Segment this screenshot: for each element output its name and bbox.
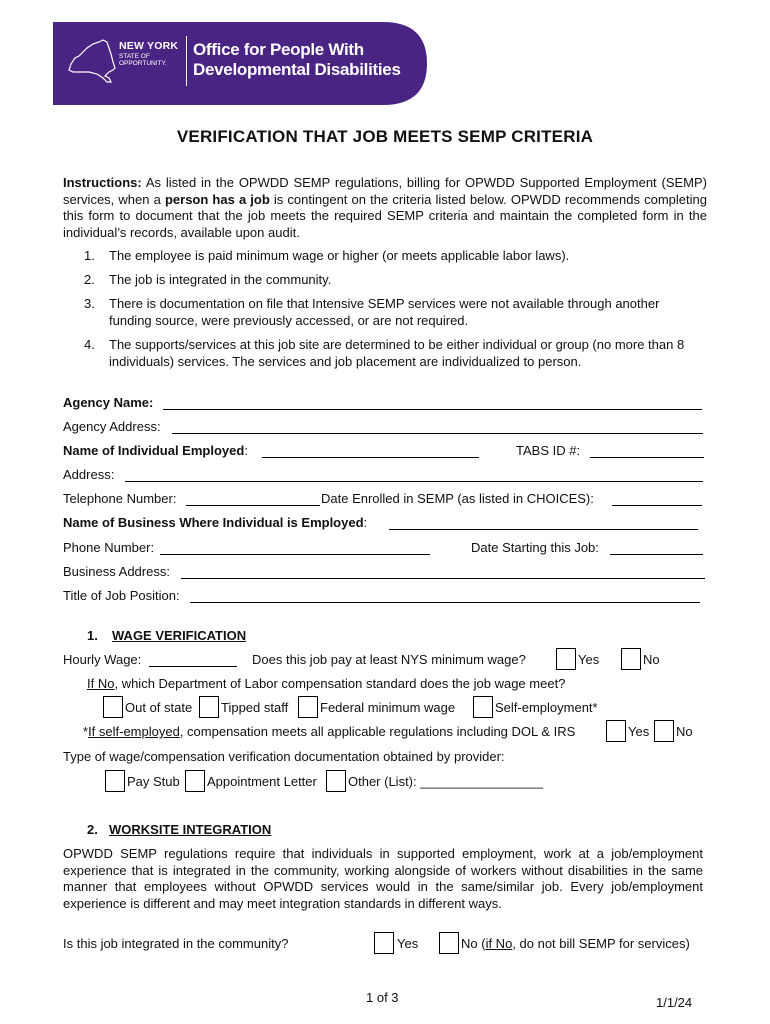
criteria-number: 4. — [84, 337, 95, 352]
integrated-yes-label: Yes — [397, 936, 419, 951]
self-employed-line — [83, 724, 575, 739]
wage-section-heading: WAGE VERIFICATION — [112, 628, 247, 643]
appointment-letter-checkbox[interactable] — [185, 770, 205, 792]
agency-address-field[interactable] — [172, 419, 703, 434]
other-checkbox[interactable] — [326, 770, 346, 792]
if-no-text: , which Department of Labor compensation standard does the job wage meet? — [114, 676, 566, 691]
agency-name-field[interactable] — [163, 395, 702, 410]
if-no-underlined: If No — [87, 676, 115, 691]
pay-stub-checkbox[interactable] — [105, 770, 125, 792]
business-name-label: Name of Business Where Individual is Employed — [63, 515, 364, 530]
phone-field[interactable] — [160, 540, 430, 555]
criteria-number: 3. — [84, 296, 95, 311]
state-name: NEW YORK — [119, 40, 179, 52]
criteria-text: The job is integrated in the community. — [109, 272, 332, 287]
appointment-letter-label: Appointment Letter — [207, 774, 317, 789]
criteria-text: The employee is paid minimum wage or higher (or meets applicable labor laws). — [109, 248, 570, 263]
min-wage-no-checkbox[interactable] — [621, 648, 641, 670]
worksite-section-number: 2. — [87, 822, 98, 837]
integrated-no-prefix: No ( — [461, 936, 486, 951]
self-employed-yes-label: Yes — [628, 724, 650, 739]
min-wage-question: Does this job pay at least NYS minimum wage? — [252, 652, 526, 667]
tabs-id-label: TABS ID #: — [516, 443, 581, 458]
tipped-staff-label: Tipped staff — [221, 700, 289, 715]
org-name — [193, 40, 401, 80]
self-employment-label: Self-employment* — [495, 700, 598, 715]
telephone-field[interactable] — [186, 491, 320, 506]
business-address-field[interactable] — [181, 564, 705, 579]
individual-name-colon: : — [244, 443, 248, 458]
criteria-number: 2. — [84, 272, 95, 287]
individual-name-field[interactable] — [262, 443, 479, 458]
hourly-wage-label: Hourly Wage: — [63, 652, 142, 667]
org-name-line2: Developmental Disabilities — [193, 60, 401, 79]
self-employed-asterisk: * — [83, 724, 89, 739]
integrated-no-suffix: , do not bill SEMP for services) — [512, 936, 690, 951]
org-name-line1: Office for People With — [193, 40, 364, 59]
integrated-no-checkbox[interactable] — [439, 932, 459, 954]
integrated-no-line — [461, 936, 690, 951]
hourly-wage-field[interactable] — [149, 652, 237, 667]
self-employed-underlined: If self-employed — [88, 724, 180, 739]
min-wage-yes-checkbox[interactable] — [556, 648, 576, 670]
business-name-label-wrap — [63, 515, 367, 530]
pay-stub-label: Pay Stub — [127, 774, 180, 789]
worksite-paragraph: OPWDD SEMP regulations require that individuals in supported employment, work at a job/employment experience that is integrated in the community, working alongside of workers without disabilities in the same manner that employees without OPWDD services would in the same/similar job. Every job/employment experience is different and may meet integration standards in different ways. — [63, 846, 703, 911]
job-title-field[interactable] — [190, 588, 700, 603]
revision-date: 1/1/24 — [656, 995, 693, 1010]
instructions-text-before: As listed in the OPWDD SEMP regulations, billing for OPWDD Supported Employment (SEMP) services, when a — [63, 175, 707, 207]
date-enrolled-label: Date Enrolled in SEMP (as listed in CHOICES): — [321, 491, 594, 506]
wage-section-number: 1. — [87, 628, 98, 643]
instructions-text-after: is contingent on the criteria listed below. OPWDD recommends completing this form to document that the job meets the required SEMP criteria and maintain the completed form in the individual’s records, available upon audit. — [63, 191, 707, 240]
individual-name-label-wrap — [63, 443, 248, 458]
date-starting-field[interactable] — [610, 540, 703, 555]
business-address-label: Business Address: — [63, 564, 170, 579]
self-employed-yes-checkbox[interactable] — [606, 720, 626, 742]
opwdd-header-banner — [53, 22, 427, 105]
telephone-label: Telephone Number: — [63, 491, 177, 506]
criteria-number: 1. — [84, 248, 95, 263]
job-title-label: Title of Job Position: — [63, 588, 180, 603]
address-label: Address: — [63, 467, 115, 482]
phone-label: Phone Number: — [63, 540, 155, 555]
individual-name-label: Name of Individual Employed — [63, 443, 245, 458]
address-field[interactable] — [125, 467, 703, 482]
other-label: Other (List): _________________ — [348, 774, 544, 789]
page-number: 1 of 3 — [366, 990, 399, 1005]
min-wage-no-label: No — [643, 652, 660, 667]
self-employed-text: , compensation meets all applicable regulations including DOL & IRS — [179, 724, 576, 739]
integrated-yes-checkbox[interactable] — [374, 932, 394, 954]
documentation-type-label: Type of wage/compensation verification documentation obtained by provider: — [63, 749, 505, 764]
self-employed-no-checkbox[interactable] — [654, 720, 674, 742]
date-enrolled-field[interactable] — [612, 491, 702, 506]
integration-question: Is this job integrated in the community? — [63, 936, 289, 951]
agency-address-label: Agency Address: — [63, 419, 161, 434]
out-of-state-checkbox[interactable] — [103, 696, 123, 718]
agency-name-label: Agency Name: — [63, 395, 154, 410]
state-tagline: STATE OF OPPORTUNITY. — [119, 53, 167, 67]
business-name-colon: : — [363, 515, 368, 530]
out-of-state-label: Out of state — [125, 700, 193, 715]
banner-divider — [186, 36, 187, 86]
business-name-field[interactable] — [389, 515, 698, 530]
worksite-section-heading: WORKSITE INTEGRATION — [109, 822, 272, 837]
tabs-id-field[interactable] — [590, 443, 704, 458]
date-starting-label: Date Starting this Job: — [471, 540, 599, 555]
if-no-line — [87, 676, 565, 691]
instructions-label: Instructions: — [63, 175, 142, 190]
self-employed-no-label: No — [676, 724, 693, 739]
integrated-no-underlined: if No — [485, 936, 513, 951]
instructions-paragraph — [63, 175, 707, 241]
instructions-emphasis: person has a job — [164, 191, 270, 207]
tipped-staff-checkbox[interactable] — [199, 696, 219, 718]
criteria-text: The supports/services at this job site are determined to be either individual or group (no more than 8 individuals) services. The services and job placement are individualized to person. — [109, 337, 685, 369]
federal-min-wage-checkbox[interactable] — [298, 696, 318, 718]
form-title: VERIFICATION THAT JOB MEETS SEMP CRITERIA — [176, 127, 594, 146]
self-employment-checkbox[interactable] — [473, 696, 493, 718]
criteria-text: There is documentation on file that Intensive SEMP services were not available through another funding source, were previously accessed, or are not required. — [109, 296, 660, 328]
federal-min-wage-label: Federal minimum wage — [320, 700, 456, 715]
min-wage-yes-label: Yes — [578, 652, 600, 667]
